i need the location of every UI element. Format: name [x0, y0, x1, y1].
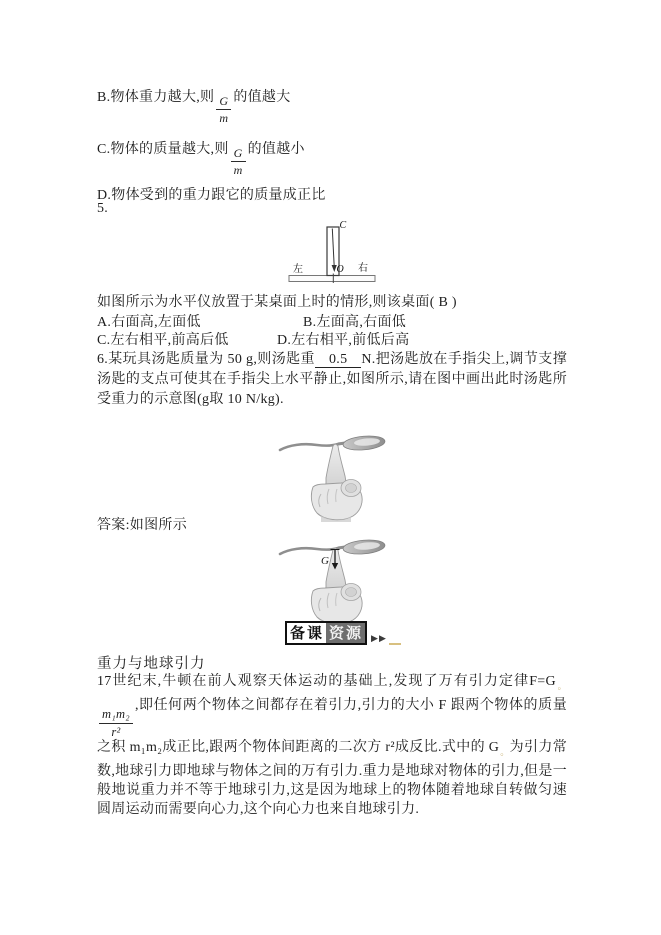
- label-c: C: [339, 220, 347, 231]
- option-b-line: [97, 86, 291, 124]
- question5-option-a: A.右面高,左面低: [97, 315, 201, 330]
- resource-badge-box: [285, 621, 367, 645]
- question6-stem-post: N.把汤匙放在手指尖上,调节支撑汤匙的支点可使其在手指尖上水平静止,如图所示,请在图中画出此时汤匙所受重力的示意图(g取 10 N/kg).: [97, 352, 567, 407]
- paragraph-segment-1: 17世纪末,牛顿在前人观察天体运动的基础上,发现了万有引力定律F=G: [97, 674, 556, 689]
- label-right: 右: [358, 263, 369, 274]
- index-finger: [326, 444, 347, 488]
- option-c-pre: C.物体的质量越大,则: [97, 142, 229, 157]
- option-c-line: [97, 138, 305, 176]
- option-d-line: D.物体受到的重力跟它的质量成正比: [97, 188, 326, 203]
- question5-number: 5.: [97, 201, 109, 216]
- resource-paragraph: [97, 672, 567, 819]
- spoon-handle: [280, 548, 338, 554]
- fraction-denominator: m: [233, 163, 243, 177]
- option-c-post: 的值越小: [247, 142, 305, 157]
- answer-label: 答案:如图所示: [97, 518, 187, 533]
- badge-right-label: 资源: [326, 623, 365, 643]
- spoon-hand-drawing: [277, 432, 389, 524]
- spoon-hand-drawing-with-gravity: [277, 536, 389, 628]
- double-arrow-icon: ▶▶: [371, 633, 387, 643]
- paragraph-segment-2: ,即任何两个物体之间都存在着引力,引力的大小 F 跟两个物体的质量之积 m₁m₂成正比,跟两个物体间距离的二次方 r²成反比.式中的 G: [97, 698, 567, 755]
- question5-option-d: D.左右相平,前低后高: [277, 333, 410, 348]
- fraction-numerator: G: [231, 147, 246, 162]
- option-b-post: 的值越大: [233, 90, 291, 105]
- gravity-label: G: [321, 555, 330, 567]
- g-over-m-fraction: [231, 147, 246, 176]
- option-b-pre: B.物体重力越大,则: [97, 90, 215, 105]
- question5-option-c: C.左右相平,前高后低: [97, 333, 229, 348]
- paragraph-segment-3: 为引力常数,地球引力即地球与物体之间的万有引力.重力是地球对物体的引力,但是一般地说重力并不等于地球引力,这是因为地球上的物体随着地球自转做匀速圆周运动而需要向心力,这个向心力也来自地球引力.: [97, 740, 567, 817]
- fraction-numerator: m₁m₂: [99, 708, 133, 724]
- question5-stem: 如图所示为水平仪放置于某桌面上时的情形,则该桌面( B ): [97, 295, 457, 310]
- badge-underline-accent: [389, 643, 401, 645]
- badge-left-label: 备课: [287, 623, 326, 643]
- label-left: 左: [293, 264, 304, 275]
- thumb-knuckle: [346, 484, 357, 493]
- fraction-numerator: G: [216, 95, 231, 110]
- question6-stem: [97, 350, 567, 410]
- level-instrument-drawing: [288, 218, 380, 286]
- label-o: O: [336, 264, 345, 275]
- level-instrument-figure: [288, 218, 380, 291]
- g-constant-subscript: 。: [500, 747, 510, 757]
- thumb-knuckle: [346, 588, 357, 597]
- level-base-bar: [289, 276, 375, 282]
- fraction-denominator: r²: [111, 724, 121, 739]
- spoon-on-finger-photo: [277, 432, 389, 529]
- resource-badge: [285, 621, 401, 645]
- spoon-handle: [280, 444, 338, 450]
- fill-in-blank-answer: 0.5: [315, 352, 361, 368]
- question6-stem-pre: 6.某玩具汤匙质量为 50 g,则汤匙重: [97, 352, 315, 367]
- fraction-denominator: m: [219, 111, 229, 125]
- question5-option-b: B.左面高,右面低: [303, 315, 407, 330]
- spoon-answer-photo: [277, 536, 389, 633]
- gravitation-fraction: [99, 708, 133, 738]
- g-over-m-fraction: [216, 95, 231, 124]
- g-constant-subscript: 。: [556, 681, 567, 691]
- section-heading: 重力与地球引力: [97, 656, 206, 672]
